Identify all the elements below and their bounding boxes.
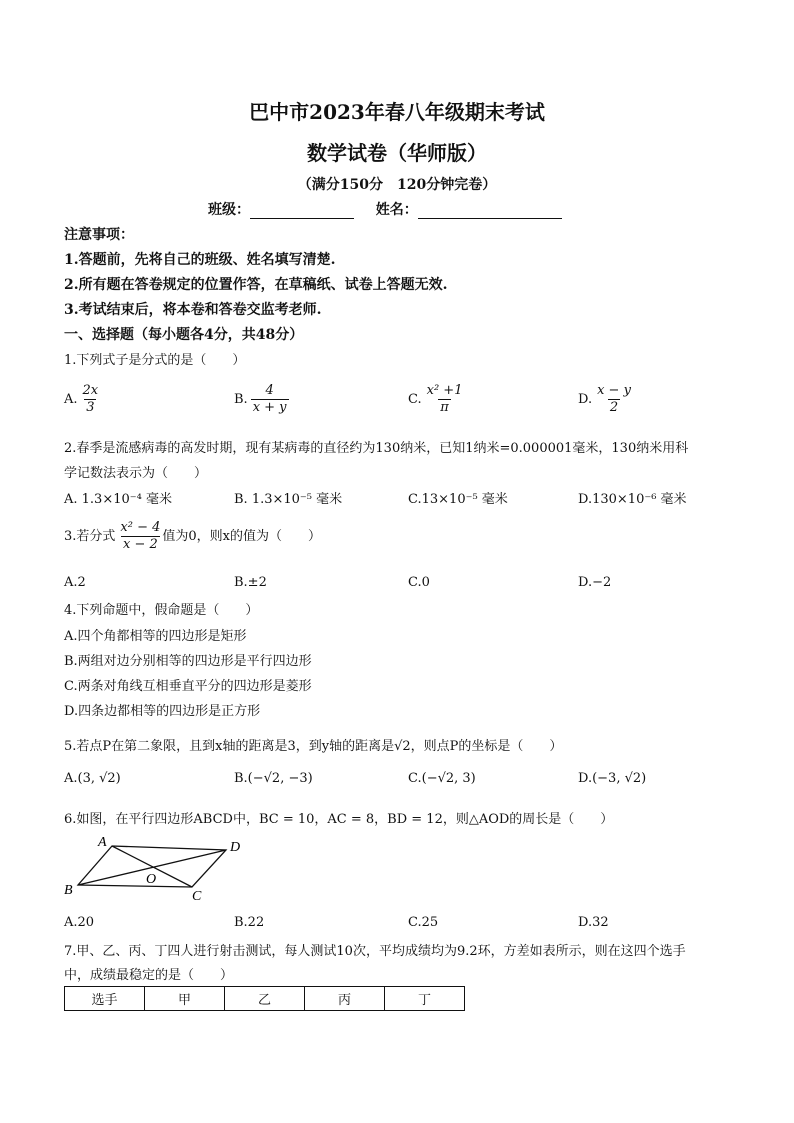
exam-info: （满分150分 120分钟完卷） [297, 177, 497, 193]
q5-option-b: B.(−√2, −3) [234, 771, 313, 786]
question-2-stem-line1: 2.春季是流感病毒的高发时期，现有某病毒的直径约为130纳米，已知1纳米=0.000001毫米，130纳米用科 [64, 441, 689, 456]
note-item: 3.考试结束后，将本卷和答卷交监考老师. [64, 302, 322, 318]
q1-option-d: D. $\frac{x - y}{2}$ [578, 383, 631, 415]
exam-title: 巴中市2023年春八年级期末考试 [249, 100, 545, 124]
question-3-stem: 3.若分式 $\frac{\text{x² − 4}}{x - 2}$ 值为0，则x的值为（ ） [64, 520, 321, 552]
variance-table [64, 986, 465, 1011]
table-row [65, 987, 465, 1011]
note-item: 1.答题前，先将自己的班级、姓名填写清楚. [64, 252, 336, 268]
parallelogram-figure [62, 832, 252, 904]
class-label: 班级： [208, 202, 250, 218]
q5-option-a: A.(3, √2) [64, 771, 121, 786]
name-blank[interactable] [418, 204, 562, 219]
q6-option-b: B.22 [234, 915, 265, 930]
q4-option-a: A.四个角都相等的四边形是矩形 [64, 629, 247, 644]
q2-option-a: A. 1.3×10⁻⁴ 毫米 [64, 492, 172, 507]
exam-subtitle: 数学试卷（华师版） [307, 141, 487, 165]
label-a: A [98, 835, 107, 850]
q6-option-c: C.25 [408, 915, 439, 930]
class-blank[interactable] [250, 204, 354, 219]
q4-option-c: C.两条对角线互相垂直平分的四边形是菱形 [64, 679, 312, 694]
notes-heading: 注意事项： [64, 227, 134, 243]
table-header-cell: 丁 [385, 987, 465, 1011]
q3-option-b: B.±2 [234, 575, 267, 590]
label-b: B [64, 883, 73, 898]
table-header-cell: 选手 [65, 987, 145, 1011]
q2-option-c: C.13×10⁻⁵ 毫米 [408, 492, 508, 507]
q5-option-c: C.(−√2, 3) [408, 771, 476, 786]
q1-option-a: A. $\frac{2x}{3}$ [64, 383, 99, 415]
label-o: O [146, 872, 157, 887]
q6-option-a: A.20 [64, 915, 95, 930]
question-7-stem-line2: 中，成绩最稳定的是（ ） [64, 968, 234, 983]
question-1-stem: 1.下列式子是分式的是（ ） [64, 353, 246, 368]
question-4-stem: 4.下列命题中，假命题是（ ） [64, 603, 259, 618]
question-7-stem-line1: 7.甲、乙、丙、丁四人进行射击测试，每人测试10次，平均成绩均为9.2环，方差如表所示，则在这四个选手 [64, 944, 686, 959]
q3-option-c: C.0 [408, 575, 430, 590]
question-5-stem: 5.若点P在第二象限，且到x轴的距离是3，到y轴的距离是√2，则点P的坐标是（ ） [64, 739, 563, 754]
question-2-stem-line2: 学记数法表示为（ ） [64, 466, 208, 481]
q2-option-d: D.130×10⁻⁶ 毫米 [578, 492, 687, 507]
q2-option-b: B. 1.3×10⁻⁵ 毫米 [234, 492, 343, 507]
q3-option-a: A.2 [64, 575, 86, 590]
q1-option-c: C. $\frac{\text{x² +1}}{\pi}$ [408, 383, 463, 415]
name-label: 姓名： [375, 202, 418, 218]
class-name-line [208, 199, 562, 219]
table-header-cell: 乙 [225, 987, 305, 1011]
q4-option-d: D.四条边都相等的四边形是正方形 [64, 704, 261, 719]
q3-option-d: D.−2 [578, 575, 612, 590]
table-header-cell: 甲 [145, 987, 225, 1011]
q6-option-d: D.32 [578, 915, 609, 930]
table-header-cell: 丙 [305, 987, 385, 1011]
q5-option-d: D.(−3, √2) [578, 771, 647, 786]
q1-option-b: B. $\frac{4}{x + y}$ [234, 383, 287, 415]
question-6-stem: 6.如图，在平行四边形ABCD中，BC = 10，AC = 8，BD = 12，则△AOD的周长是（ ） [64, 812, 614, 827]
q4-option-b: B.两组对边分别相等的四边形是平行四边形 [64, 654, 312, 669]
label-c: C [192, 889, 202, 904]
note-item: 2.所有题在答卷规定的位置作答，在草稿纸、试卷上答题无效. [64, 277, 448, 293]
label-d: D [230, 840, 241, 855]
section-heading: 一、选择题（每小题各4分，共48分） [64, 327, 304, 343]
